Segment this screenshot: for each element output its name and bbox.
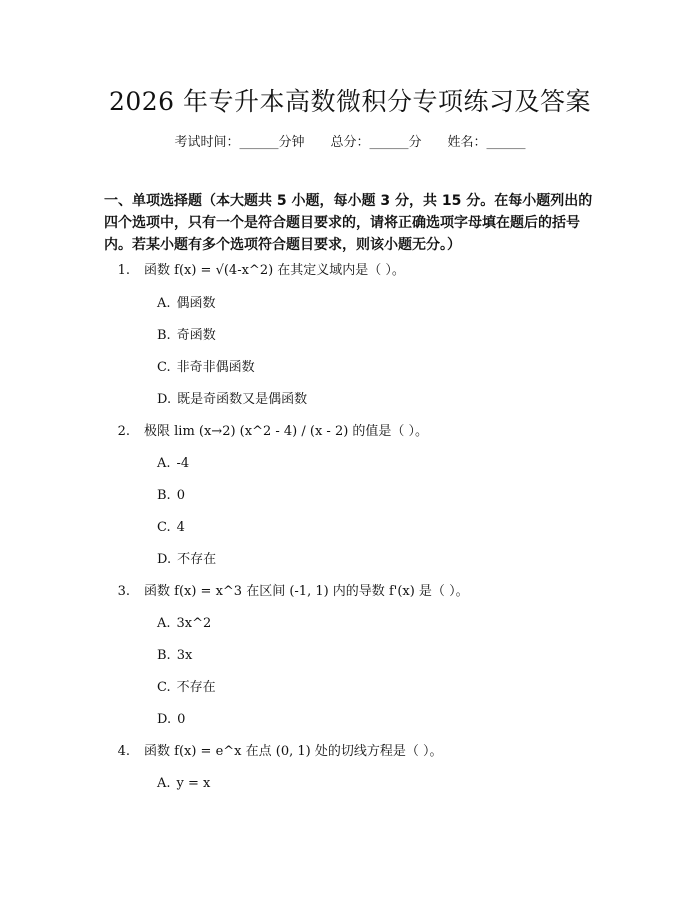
option-text: 3x^2 — [176, 616, 212, 631]
option-letter: B. — [157, 488, 171, 503]
option-letter: A. — [157, 296, 171, 311]
option-text: y = x — [176, 776, 211, 791]
option — [157, 359, 557, 377]
total-score: 总分：______分 — [330, 135, 422, 150]
option — [157, 647, 557, 665]
option-letter: C. — [157, 680, 171, 695]
question-number: 3. — [117, 584, 130, 599]
option — [157, 487, 557, 505]
question-number: 1. — [117, 263, 130, 278]
option-letter: B. — [157, 648, 171, 663]
option — [157, 679, 557, 697]
document-title: 2026 年专升本高数微积分专项练习及答案 — [108, 87, 592, 116]
option-text: 不存在 — [177, 552, 217, 567]
option-text: 偶函数 — [176, 296, 216, 311]
option-letter: B. — [157, 328, 171, 343]
option — [157, 519, 557, 537]
option-letter: C. — [157, 360, 171, 375]
option-text: 奇函数 — [176, 328, 216, 343]
option-letter: D. — [157, 712, 172, 727]
option-letter: D. — [157, 552, 172, 567]
option-letter: D. — [157, 392, 172, 407]
option — [157, 455, 557, 473]
question — [104, 583, 624, 601]
question-stem: 函数 f(x) = e^x 在点 (0, 1) 处的切线方程是（ ）。 — [144, 744, 443, 759]
option-text: 3x — [176, 648, 193, 663]
student-name: 姓名：______ — [447, 135, 526, 150]
question — [104, 262, 624, 280]
option-text: -4 — [176, 456, 190, 471]
option-text: 非奇非偶函数 — [176, 360, 255, 375]
option — [157, 775, 557, 793]
option — [157, 391, 557, 409]
question-number: 4. — [117, 744, 130, 759]
option — [157, 295, 557, 313]
question-number: 2. — [117, 424, 130, 439]
question — [104, 743, 624, 761]
option-letter: C. — [157, 520, 171, 535]
option-text: 0 — [176, 488, 185, 503]
option — [157, 711, 557, 729]
question-stem: 函数 f(x) = √(4-x^2) 在其定义域内是（ ）。 — [144, 263, 405, 278]
question-stem: 极限 lim (x→2) (x^2 - 4) / (x - 2) 的值是（ ）。 — [144, 424, 429, 439]
option — [157, 615, 557, 633]
question-stem: 函数 f(x) = x^3 在区间 (-1, 1) 内的导数 f'(x) 是（ ）。 — [144, 584, 469, 599]
option — [157, 327, 557, 345]
question — [104, 423, 624, 441]
option — [157, 551, 557, 569]
option-letter: A. — [157, 456, 171, 471]
exam-time: 考试时间：______分钟 — [174, 135, 305, 150]
option-text: 不存在 — [176, 680, 216, 695]
option-text: 0 — [177, 712, 186, 727]
section-heading: 一、单项选择题（本大题共 5 小题，每小题 3 分，共 15 分。在每小题列出的四个选项中，只有一个是符合题目要求的，请将正确选项字母填在题后的括号内。若某小题有多个选项符合题目要求，则该小题无分。） — [104, 193, 593, 253]
option-letter: A. — [157, 616, 171, 631]
option-text: 既是奇函数又是偶函数 — [177, 392, 308, 407]
option-letter: A. — [157, 776, 171, 791]
option-text: 4 — [176, 520, 185, 535]
exam-meta — [0, 131, 700, 150]
